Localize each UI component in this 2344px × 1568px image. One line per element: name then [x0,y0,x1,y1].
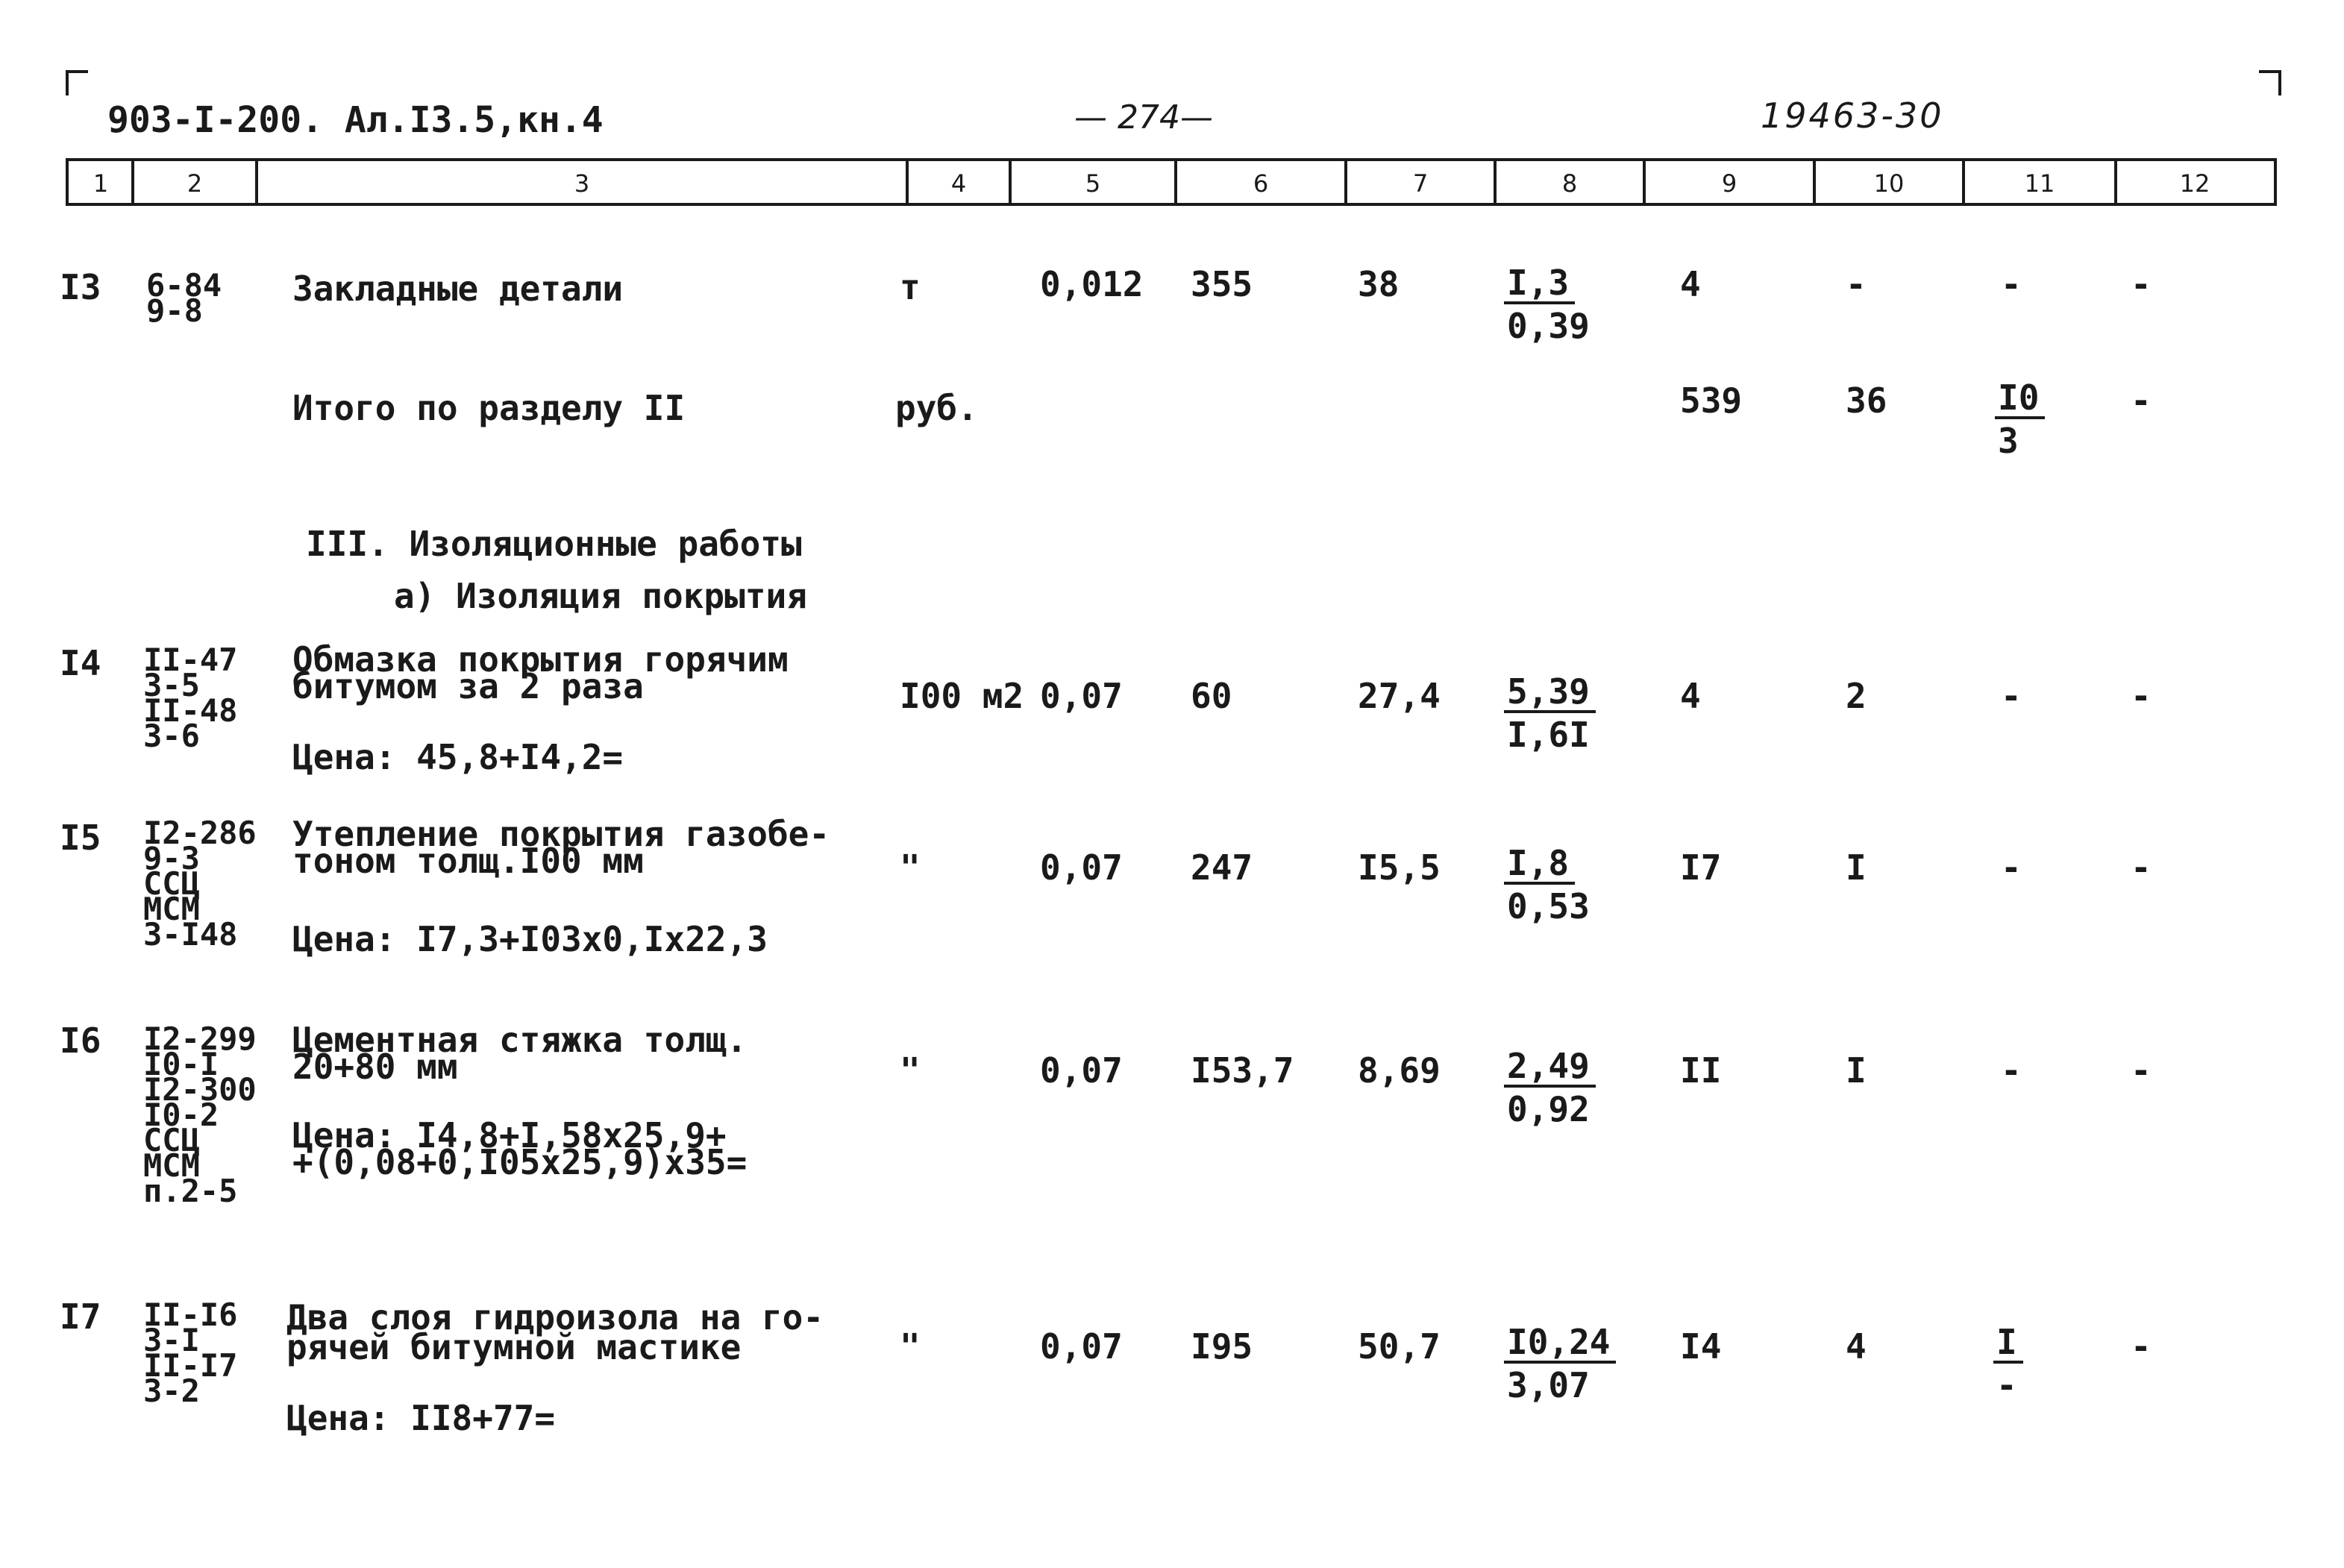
col-7-value: 27,4 [1358,676,1441,716]
price-formula: Цена: I4,8+I,58х25,9+ +(0,08+0,I05х25,9)х35= [292,1115,748,1182]
col-8-fraction [1504,1322,1616,1405]
unit: " [900,847,921,888]
subtotal-col-11-numerator: I0 [1995,380,2045,419]
col-7-value: 8,69 [1358,1050,1441,1091]
price-formula: Цена: 45,8+I4,2= [292,737,624,777]
column-header-2: 2 [187,169,203,198]
section-title: III. Изоляционные работы [306,524,802,564]
col-8-numerator: 5,39 [1504,674,1596,713]
col-12-value: - [2131,1050,2152,1091]
col-11-value: - [2001,264,2022,304]
work-name: Закладные детали [292,269,624,309]
col-11-value: - [2001,847,2022,888]
col-7-value: 38 [1358,264,1400,304]
col-10-value: I [1846,847,1867,888]
page-number: — 274— [1074,98,1213,137]
quantity: 0,012 [1040,264,1144,304]
col-11-value: - [2001,1050,2022,1091]
col-11-fraction [1993,1322,2023,1405]
col-11-numerator: I [1993,1325,2023,1364]
quantity: 0,07 [1040,1050,1123,1091]
price-formula: Цена: I7,3+I03х0,Iх22,3 [292,919,768,959]
column-header-12: 12 [2179,169,2210,198]
column-header-8: 8 [1561,169,1578,198]
unit: т [900,267,921,307]
rate-codes: I2-286 9-3 ССЦ МСМ 3-I48 [143,815,257,953]
col-11-value: - [2001,676,2022,716]
unit: I00 м2 [900,676,1024,716]
row-number: I4 [60,643,101,683]
col-6-value: 355 [1191,264,1253,304]
column-header-6: 6 [1253,169,1269,198]
column-header-10: 10 [1873,169,1905,198]
col-8-numerator: I,3 [1504,266,1575,304]
rate-codes: 6-84 9-8 [146,267,222,329]
col-8-denominator: 0,53 [1507,886,1590,926]
col-7-value: 50,7 [1358,1326,1441,1367]
unit: " [900,1050,921,1091]
col-8-denominator: 0,92 [1507,1089,1590,1129]
subtotal-label: Итого по разделу II [292,388,686,428]
col-10-value: - [1846,264,1867,304]
col-9-value: 4 [1680,676,1701,716]
col-9-value: I7 [1680,847,1722,888]
subtotal-col-9: 539 [1680,380,1743,421]
section-subtitle: а) Изоляция покрытия [394,576,807,616]
col-8-numerator: I,8 [1504,846,1575,885]
work-name: Два слоя гидроизола на го- рячей битумной мастике [286,1297,824,1367]
col-8-fraction [1504,1046,1596,1129]
price-formula: Цена: II8+77= [286,1398,556,1438]
col-8-denominator: 0,39 [1507,306,1590,346]
col-9-value: II [1680,1050,1722,1091]
col-10-value: I [1846,1050,1867,1091]
column-header-4: 4 [950,169,967,198]
row-number: I7 [60,1296,101,1337]
col-6-value: I53,7 [1191,1050,1294,1091]
col-10-value: 2 [1846,676,1867,716]
row-number: I3 [60,267,101,307]
quantity: 0,07 [1040,847,1123,888]
subtotal-unit: руб. [895,388,978,428]
rate-codes: II-47 3-5 II-48 3-6 [143,642,238,754]
col-8-fraction [1504,263,1590,346]
column-header-9: 9 [1721,169,1737,198]
rate-codes: I2-299 I0-I I2-300 I0-2 ССЦ МСМ п.2-5 [143,1020,257,1209]
col-8-fraction [1504,843,1590,926]
document-code: 903-I-200. Ал.I3.5,кн.4 [107,99,604,141]
col-6-value: 247 [1191,847,1253,888]
col-10-value: 4 [1846,1326,1867,1367]
col-8-numerator: 2,49 [1504,1049,1596,1088]
column-header-3: 3 [574,169,590,198]
col-9-value: 4 [1680,264,1701,304]
row-number: I5 [60,818,101,858]
rate-codes: II-I6 3-I II-I7 3-2 [143,1296,238,1409]
col-8-denominator: 3,07 [1507,1365,1590,1405]
quantity: 0,07 [1040,676,1123,716]
col-11-denominator: - [1996,1365,2017,1405]
work-name: Утепление покрытия газобе- тоном толщ.I00 мм [292,814,830,881]
col-7-value: I5,5 [1358,847,1441,888]
subtotal-col-11-fraction [1995,377,2045,461]
archive-number: 19463-30 [1761,95,1944,136]
column-header-1: 1 [93,169,109,198]
col-12-value: - [2131,264,2152,304]
col-6-value: I95 [1191,1326,1253,1367]
col-12-value: - [2131,1326,2152,1367]
column-header-5: 5 [1085,169,1101,198]
subtotal-col-11-denominator: 3 [1998,421,2019,461]
column-header-11: 11 [2024,169,2055,198]
col-8-numerator: I0,24 [1504,1325,1616,1364]
column-header-7: 7 [1412,169,1429,198]
col-12-value: - [2131,847,2152,888]
col-9-value: I4 [1680,1326,1722,1367]
work-name: Обмазка покрытия горячим битумом за 2 раза [292,639,789,706]
col-8-denominator: I,6I [1507,715,1590,755]
subtotal-col-12: - [2131,380,2152,421]
subtotal-col-10: 36 [1846,380,1887,421]
work-name: Цементная стяжка толщ. 20+80 мм [292,1020,748,1087]
col-8-fraction [1504,671,1596,755]
quantity: 0,07 [1040,1326,1123,1367]
col-12-value: - [2131,676,2152,716]
unit: " [900,1326,921,1367]
row-number: I6 [60,1020,101,1061]
col-6-value: 60 [1191,676,1232,716]
